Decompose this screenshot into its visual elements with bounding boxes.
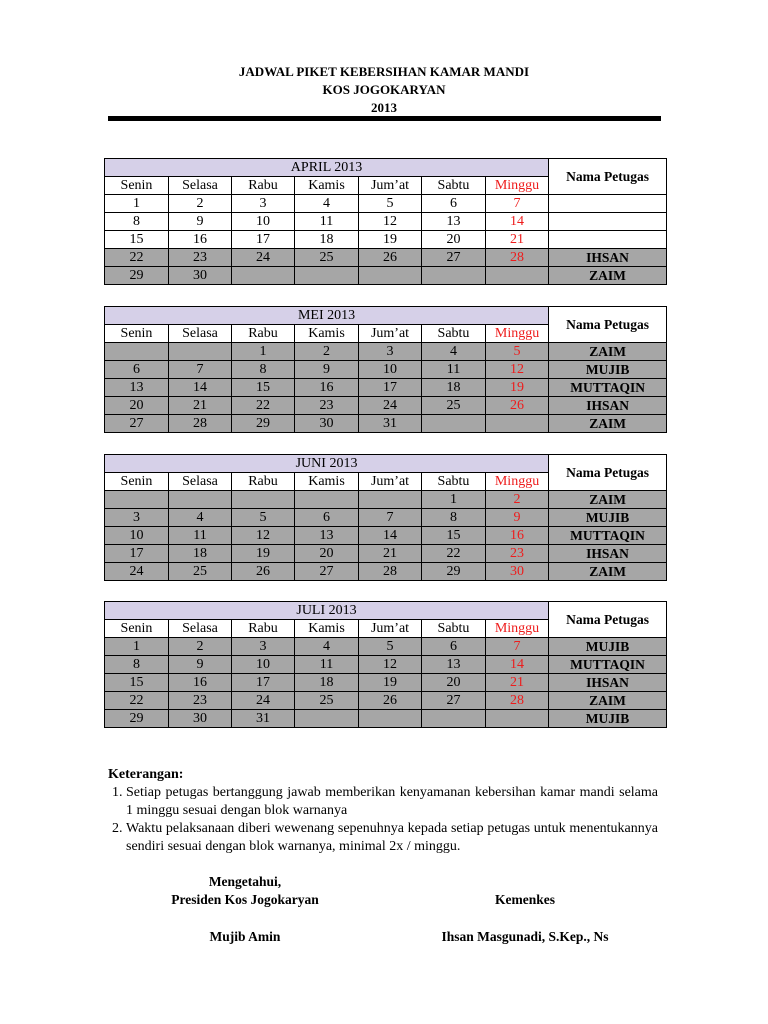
date-cell: 16 [169, 674, 232, 692]
day-header: Sabtu [422, 620, 486, 638]
day-header: Minggu [486, 620, 549, 638]
day-header: Sabtu [422, 177, 486, 195]
date-cell: 29 [105, 267, 169, 285]
document-year: 2013 [371, 100, 397, 115]
date-cell: 31 [359, 415, 422, 433]
date-cell: 6 [422, 195, 486, 213]
date-cell: 25 [295, 249, 359, 267]
day-header: Rabu [232, 473, 295, 491]
date-cell [422, 267, 486, 285]
date-cell: 25 [295, 692, 359, 710]
date-cell [359, 491, 422, 509]
date-cell: 23 [169, 692, 232, 710]
day-header: Kamis [295, 325, 359, 343]
week-row [105, 267, 667, 285]
date-cell [295, 491, 359, 509]
petugas-cell: IHSAN [549, 397, 667, 415]
date-cell [422, 415, 486, 433]
date-cell: 9 [486, 509, 549, 527]
date-cell [486, 415, 549, 433]
date-cell: 20 [422, 231, 486, 249]
day-header: Kamis [295, 177, 359, 195]
date-cell [169, 343, 232, 361]
date-cell: 1 [105, 638, 169, 656]
week-row [105, 195, 667, 213]
week-row [105, 397, 667, 415]
date-cell: 1 [422, 491, 486, 509]
month-title: MEI 2013 [105, 307, 549, 325]
date-cell: 13 [422, 656, 486, 674]
week-row [105, 563, 667, 581]
day-header: Selasa [169, 473, 232, 491]
date-cell: 27 [422, 249, 486, 267]
date-cell: 18 [422, 379, 486, 397]
date-cell: 8 [422, 509, 486, 527]
date-cell: 14 [486, 656, 549, 674]
date-cell: 22 [422, 545, 486, 563]
day-header: Senin [105, 620, 169, 638]
date-cell: 19 [359, 231, 422, 249]
date-cell: 8 [105, 656, 169, 674]
date-cell: 29 [232, 415, 295, 433]
date-cell: 7 [486, 195, 549, 213]
petugas-cell: MUJIB [549, 509, 667, 527]
date-cell: 9 [169, 213, 232, 231]
month-title: JUNI 2013 [105, 455, 549, 473]
date-cell: 30 [486, 563, 549, 581]
week-row [105, 249, 667, 267]
date-cell: 26 [232, 563, 295, 581]
week-row [105, 656, 667, 674]
date-cell: 6 [105, 361, 169, 379]
calendar-table [104, 601, 667, 728]
date-cell: 18 [295, 674, 359, 692]
petugas-header: Nama Petugas [549, 602, 667, 638]
date-cell [232, 267, 295, 285]
calendar-table [104, 158, 667, 285]
date-cell: 2 [486, 491, 549, 509]
petugas-cell: MUJIB [549, 361, 667, 379]
week-row [105, 509, 667, 527]
date-cell: 25 [422, 397, 486, 415]
date-cell: 15 [232, 379, 295, 397]
day-header: Minggu [486, 473, 549, 491]
date-cell: 20 [295, 545, 359, 563]
date-cell: 9 [295, 361, 359, 379]
day-header: Selasa [169, 325, 232, 343]
date-cell: 7 [486, 638, 549, 656]
date-cell: 16 [295, 379, 359, 397]
petugas-cell: MUJIB [549, 638, 667, 656]
petugas-cell: MUTTAQIN [549, 527, 667, 545]
signature-left-line1: Mengetahui, [208, 874, 282, 889]
date-cell: 5 [359, 195, 422, 213]
week-row [105, 545, 667, 563]
petugas-cell: MUJIB [549, 710, 667, 728]
week-row [105, 415, 667, 433]
date-cell: 27 [295, 563, 359, 581]
date-cell [422, 710, 486, 728]
petugas-cell: IHSAN [549, 249, 667, 267]
petugas-cell: MUTTAQIN [549, 379, 667, 397]
petugas-cell [549, 213, 667, 231]
day-header: Jum’at [359, 620, 422, 638]
signature-left-line2: Presiden Kos Jogokaryan [171, 892, 319, 907]
signature-left-name: Mujib Amin [209, 929, 281, 944]
date-cell: 22 [105, 692, 169, 710]
petugas-cell: ZAIM [549, 563, 667, 581]
petugas-cell: ZAIM [549, 343, 667, 361]
petugas-cell: ZAIM [549, 415, 667, 433]
calendar-table [104, 306, 667, 433]
date-cell: 15 [105, 231, 169, 249]
date-cell: 5 [232, 509, 295, 527]
date-cell: 22 [105, 249, 169, 267]
day-header: Rabu [232, 177, 295, 195]
date-cell: 28 [486, 249, 549, 267]
date-cell: 22 [232, 397, 295, 415]
month-title: JULI 2013 [105, 602, 549, 620]
date-cell: 3 [105, 509, 169, 527]
date-cell: 20 [105, 397, 169, 415]
note-item: 2. Waktu pelaksanaan diberi wewenang sepenuhnya kepada setiap petugas untuk menentukannya sendiri sesuai dengan blok warnanya, minimal 2x / minggu. [126, 820, 658, 856]
date-cell [359, 710, 422, 728]
petugas-cell: IHSAN [549, 545, 667, 563]
day-header: Kamis [295, 473, 359, 491]
date-cell: 15 [422, 527, 486, 545]
date-cell: 12 [359, 656, 422, 674]
date-cell: 14 [169, 379, 232, 397]
date-cell: 11 [169, 527, 232, 545]
date-cell: 24 [232, 249, 295, 267]
date-cell: 1 [232, 343, 295, 361]
week-row [105, 361, 667, 379]
date-cell: 16 [486, 527, 549, 545]
day-header: Senin [105, 473, 169, 491]
date-cell: 23 [486, 545, 549, 563]
petugas-header: Nama Petugas [549, 307, 667, 343]
date-cell: 17 [105, 545, 169, 563]
date-cell: 20 [422, 674, 486, 692]
date-cell: 4 [169, 509, 232, 527]
date-cell: 7 [169, 361, 232, 379]
date-cell: 17 [359, 379, 422, 397]
date-cell: 14 [359, 527, 422, 545]
date-cell: 13 [422, 213, 486, 231]
week-row [105, 231, 667, 249]
date-cell: 27 [105, 415, 169, 433]
date-cell: 19 [359, 674, 422, 692]
petugas-cell: ZAIM [549, 267, 667, 285]
date-cell: 25 [169, 563, 232, 581]
date-cell: 26 [359, 249, 422, 267]
day-header: Jum’at [359, 325, 422, 343]
date-cell [169, 491, 232, 509]
petugas-header: Nama Petugas [549, 159, 667, 195]
date-cell: 21 [359, 545, 422, 563]
date-cell: 24 [232, 692, 295, 710]
date-cell: 1 [105, 195, 169, 213]
date-cell: 31 [232, 710, 295, 728]
day-header: Minggu [486, 325, 549, 343]
date-cell: 23 [169, 249, 232, 267]
signature-right-title: Kemenkes [495, 892, 555, 907]
petugas-cell [549, 195, 667, 213]
week-row [105, 638, 667, 656]
date-cell: 3 [232, 638, 295, 656]
date-cell [105, 343, 169, 361]
day-header: Jum’at [359, 473, 422, 491]
date-cell: 30 [295, 415, 359, 433]
signature-right-name: Ihsan Masgunadi, S.Kep., Ns [441, 929, 609, 944]
date-cell: 28 [359, 563, 422, 581]
date-cell [486, 710, 549, 728]
date-cell: 12 [486, 361, 549, 379]
week-row [105, 491, 667, 509]
date-cell [486, 267, 549, 285]
day-header: Sabtu [422, 325, 486, 343]
week-row [105, 710, 667, 728]
date-cell: 19 [232, 545, 295, 563]
date-cell: 8 [232, 361, 295, 379]
day-header: Jum’at [359, 177, 422, 195]
date-cell: 3 [359, 343, 422, 361]
date-cell: 21 [486, 231, 549, 249]
date-cell: 19 [486, 379, 549, 397]
week-row [105, 213, 667, 231]
date-cell: 18 [169, 545, 232, 563]
note-item: 1. Setiap petugas bertanggung jawab memberikan kenyamanan kebersihan kamar mandi selama 1 minggu sesuai dengan blok warnanya [126, 784, 658, 820]
petugas-cell: ZAIM [549, 692, 667, 710]
day-header: Senin [105, 177, 169, 195]
date-cell: 13 [295, 527, 359, 545]
date-cell: 10 [232, 656, 295, 674]
date-cell: 7 [359, 509, 422, 527]
calendar-table [104, 454, 667, 581]
date-cell: 9 [169, 656, 232, 674]
date-cell: 12 [359, 213, 422, 231]
date-cell [295, 267, 359, 285]
day-header: Minggu [486, 177, 549, 195]
date-cell: 29 [105, 710, 169, 728]
date-cell: 10 [359, 361, 422, 379]
date-cell: 2 [295, 343, 359, 361]
petugas-cell: IHSAN [549, 674, 667, 692]
date-cell: 30 [169, 267, 232, 285]
date-cell: 23 [295, 397, 359, 415]
petugas-cell: ZAIM [549, 491, 667, 509]
notes-section [108, 766, 658, 856]
date-cell: 11 [295, 213, 359, 231]
title-divider [108, 116, 661, 121]
date-cell [359, 267, 422, 285]
date-cell: 29 [422, 563, 486, 581]
notes-heading: Keterangan: [108, 767, 184, 782]
date-cell: 17 [232, 674, 295, 692]
date-cell: 11 [422, 361, 486, 379]
date-cell: 24 [105, 563, 169, 581]
date-cell: 18 [295, 231, 359, 249]
date-cell: 13 [105, 379, 169, 397]
date-cell: 21 [486, 674, 549, 692]
petugas-cell: MUTTAQIN [549, 656, 667, 674]
date-cell: 26 [359, 692, 422, 710]
date-cell: 28 [486, 692, 549, 710]
date-cell: 3 [232, 195, 295, 213]
date-cell: 10 [105, 527, 169, 545]
date-cell: 6 [422, 638, 486, 656]
petugas-cell [549, 231, 667, 249]
day-header: Selasa [169, 620, 232, 638]
day-header: Kamis [295, 620, 359, 638]
date-cell: 16 [169, 231, 232, 249]
document-title: JADWAL PIKET KEBERSIHAN KAMAR MANDI [238, 64, 530, 79]
week-row [105, 692, 667, 710]
date-cell: 2 [169, 638, 232, 656]
document-subtitle: KOS JOGOKARYAN [322, 82, 446, 97]
date-cell: 17 [232, 231, 295, 249]
date-cell: 4 [422, 343, 486, 361]
day-header: Rabu [232, 620, 295, 638]
date-cell [232, 491, 295, 509]
date-cell: 21 [169, 397, 232, 415]
date-cell [105, 491, 169, 509]
day-header: Senin [105, 325, 169, 343]
week-row [105, 379, 667, 397]
date-cell: 11 [295, 656, 359, 674]
week-row [105, 674, 667, 692]
date-cell: 30 [169, 710, 232, 728]
notes-list [108, 784, 658, 856]
date-cell: 6 [295, 509, 359, 527]
date-cell: 2 [169, 195, 232, 213]
date-cell [295, 710, 359, 728]
date-cell: 14 [486, 213, 549, 231]
date-cell: 28 [169, 415, 232, 433]
date-cell: 10 [232, 213, 295, 231]
date-cell: 12 [232, 527, 295, 545]
week-row [105, 527, 667, 545]
date-cell: 4 [295, 638, 359, 656]
date-cell: 27 [422, 692, 486, 710]
date-cell: 15 [105, 674, 169, 692]
day-header: Sabtu [422, 473, 486, 491]
week-row [105, 343, 667, 361]
petugas-header: Nama Petugas [549, 455, 667, 491]
date-cell: 5 [486, 343, 549, 361]
date-cell: 4 [295, 195, 359, 213]
date-cell: 5 [359, 638, 422, 656]
day-header: Rabu [232, 325, 295, 343]
month-title: APRIL 2013 [105, 159, 549, 177]
date-cell: 24 [359, 397, 422, 415]
day-header: Selasa [169, 177, 232, 195]
date-cell: 8 [105, 213, 169, 231]
date-cell: 26 [486, 397, 549, 415]
